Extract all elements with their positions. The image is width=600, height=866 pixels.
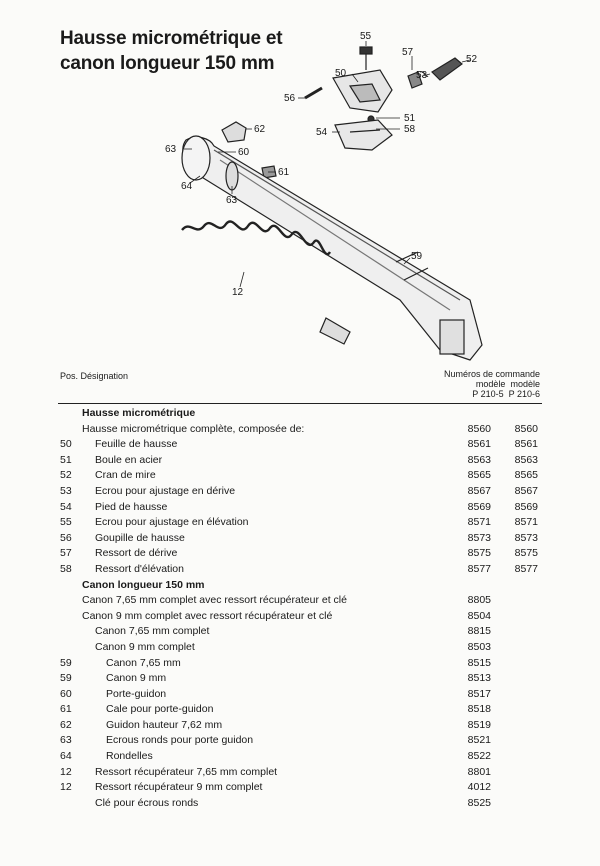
sight-notch xyxy=(432,58,462,80)
order-number-p210-5: 4012 xyxy=(467,781,491,794)
order-number-p210-5: 8815 xyxy=(467,625,491,638)
part-designation: Cale pour porte-guidon xyxy=(106,703,214,716)
parts-table xyxy=(0,406,600,811)
order-number-p210-5: 8521 xyxy=(467,734,491,747)
part-position: 59 xyxy=(60,656,72,669)
callout-61: 61 xyxy=(278,167,290,178)
part-position: 57 xyxy=(60,547,72,560)
part-row xyxy=(0,468,600,484)
order-number-p210-5: 8563 xyxy=(467,453,491,466)
section-heading-row xyxy=(0,406,600,422)
title-line-2: canon longueur 150 mm xyxy=(60,53,275,74)
callout-64: 64 xyxy=(181,181,193,192)
part-position: 52 xyxy=(60,469,72,482)
part-designation: Canon 9 mm complet avec ressort récupérateur et clé xyxy=(82,609,333,622)
part-designation: Cran de mire xyxy=(95,469,156,482)
part-position: 50 xyxy=(60,438,72,451)
part-row xyxy=(0,609,600,625)
front-sight-blade xyxy=(222,122,246,142)
part-designation: Ecrou pour ajustage en élévation xyxy=(95,516,249,529)
part-position: 60 xyxy=(60,687,72,700)
part-row xyxy=(0,562,600,578)
part-position: 59 xyxy=(60,672,72,685)
model-a-code: P 210-5 xyxy=(472,389,504,399)
part-row xyxy=(0,531,600,547)
part-position: 62 xyxy=(60,718,72,731)
part-designation: Rondelles xyxy=(106,750,153,763)
callout-56: 56 xyxy=(284,93,296,104)
part-row xyxy=(0,733,600,749)
order-number-p210-5: 8561 xyxy=(467,438,491,451)
part-row xyxy=(0,796,600,812)
order-number-p210-6: 8567 xyxy=(514,484,538,497)
part-position: 63 xyxy=(60,734,72,747)
part-designation: Guidon hauteur 7,62 mm xyxy=(106,718,223,731)
part-row xyxy=(0,515,600,531)
part-designation: Feuille de hausse xyxy=(95,438,178,451)
order-number-p210-6: 8569 xyxy=(514,500,538,513)
sight-base xyxy=(335,120,392,150)
part-row xyxy=(0,671,600,687)
part-position: 12 xyxy=(60,781,72,794)
part-designation: Clé pour écrous ronds xyxy=(95,796,199,809)
order-number-p210-5: 8519 xyxy=(467,718,491,731)
callout-57: 57 xyxy=(402,47,414,58)
order-number-p210-5: 8571 xyxy=(467,516,491,529)
order-number-p210-5: 8801 xyxy=(467,765,491,778)
part-designation: Hausse micrométrique xyxy=(82,407,196,419)
order-numbers-label: Numéros de commande xyxy=(443,369,540,379)
part-row xyxy=(0,765,600,781)
order-number-p210-5: 8518 xyxy=(467,703,491,716)
part-designation: Canon 9 mm complet xyxy=(95,640,195,653)
exploded-parts-drawing xyxy=(0,0,600,370)
callout-63-bottom: 63 xyxy=(226,195,238,206)
part-position: 55 xyxy=(60,516,72,529)
callout-53: 53 xyxy=(416,70,428,81)
part-designation: Ressort de dérive xyxy=(95,547,178,560)
order-number-p210-5: 8569 xyxy=(467,500,491,513)
part-row xyxy=(0,500,600,516)
order-number-p210-6: 8560 xyxy=(514,422,538,435)
order-number-p210-5: 8503 xyxy=(467,640,491,653)
order-number-p210-5: 8515 xyxy=(467,656,491,669)
modele-b-label: modèle xyxy=(510,379,540,389)
part-position: 54 xyxy=(60,500,72,513)
part-position: 51 xyxy=(60,453,72,466)
callout-59: 59 xyxy=(411,251,423,262)
title-line-1: Hausse micrométrique et xyxy=(60,28,283,49)
model-codes xyxy=(430,389,540,399)
part-row xyxy=(0,453,600,469)
part-row xyxy=(0,422,600,438)
part-designation: Goupille de hausse xyxy=(95,531,185,544)
rear-sight-screw xyxy=(360,47,372,70)
model-labels xyxy=(430,379,540,389)
order-number-p210-6: 8577 xyxy=(514,562,538,575)
callout-50: 50 xyxy=(335,68,347,79)
part-position: 53 xyxy=(60,484,72,497)
part-position: 61 xyxy=(60,703,72,716)
order-number-p210-5: 8560 xyxy=(467,422,491,435)
part-row xyxy=(0,656,600,672)
part-designation: Canon 7,65 mm xyxy=(106,656,181,669)
order-number-p210-5: 8575 xyxy=(467,547,491,560)
part-row xyxy=(0,593,600,609)
part-designation: Canon 7,65 mm complet xyxy=(95,625,210,638)
part-designation: Canon 7,65 mm complet avec ressort récupérateur et clé xyxy=(82,594,347,607)
order-number-p210-5: 8805 xyxy=(467,594,491,607)
callout-51: 51 xyxy=(404,113,416,124)
order-number-p210-5: 8504 xyxy=(467,609,491,622)
header-divider xyxy=(58,403,542,404)
order-number-p210-6: 8573 xyxy=(514,531,538,544)
order-number-p210-6: 8563 xyxy=(514,453,538,466)
callout-62: 62 xyxy=(254,124,266,135)
model-b-code: P 210-6 xyxy=(508,389,540,399)
order-number-p210-5: 8577 xyxy=(467,562,491,575)
order-number-p210-5: 8522 xyxy=(467,750,491,763)
order-number-p210-5: 8573 xyxy=(467,531,491,544)
callout-55: 55 xyxy=(360,31,372,42)
callout-52: 52 xyxy=(466,54,478,65)
part-row xyxy=(0,780,600,796)
part-designation: Canon 9 mm xyxy=(106,672,167,685)
part-row xyxy=(0,484,600,500)
order-number-p210-5: 8567 xyxy=(467,484,491,497)
part-designation: Boule en acier xyxy=(95,453,163,466)
modele-a-label: modèle xyxy=(475,379,506,389)
part-row xyxy=(0,687,600,703)
callout-54: 54 xyxy=(316,127,328,138)
part-designation: Ecrou pour ajustage en dérive xyxy=(95,484,236,497)
order-number-p210-5: 8525 xyxy=(467,796,491,809)
part-designation: Ecrous ronds pour porte guidon xyxy=(106,734,254,747)
order-number-p210-5: 8517 xyxy=(467,687,491,700)
callout-60: 60 xyxy=(238,147,250,158)
part-designation: Ressort récupérateur 7,65 mm complet xyxy=(95,765,278,778)
order-number-p210-6: 8561 xyxy=(514,438,538,451)
part-row xyxy=(0,640,600,656)
section-heading-row xyxy=(0,578,600,594)
part-designation: Porte-guidon xyxy=(106,687,167,700)
part-designation: Ressort d'élévation xyxy=(95,562,184,575)
part-row xyxy=(0,718,600,734)
order-number-p210-6: 8565 xyxy=(514,469,538,482)
column-header-order-numbers xyxy=(430,369,540,399)
part-position: 56 xyxy=(60,531,72,544)
part-designation: Canon longueur 150 mm xyxy=(82,578,205,591)
part-position: 12 xyxy=(60,765,72,778)
part-position: 58 xyxy=(60,562,72,575)
sight-pin xyxy=(305,88,322,98)
part-designation: Ressort récupérateur 9 mm complet xyxy=(95,781,263,794)
part-row xyxy=(0,702,600,718)
order-number-p210-6: 8575 xyxy=(514,547,538,560)
part-designation: Pied de hausse xyxy=(95,500,168,513)
part-row xyxy=(0,437,600,453)
column-header-pos-designation: Pos. Désignation xyxy=(60,371,129,381)
part-position: 64 xyxy=(60,750,72,763)
part-row xyxy=(0,749,600,765)
part-row xyxy=(0,546,600,562)
callout-12: 12 xyxy=(232,287,244,298)
part-row xyxy=(0,624,600,640)
callout-58: 58 xyxy=(404,124,416,135)
part-designation: Hausse micrométrique complète, composée de: xyxy=(82,422,305,435)
order-number-p210-5: 8513 xyxy=(467,672,491,685)
callout-63-top: 63 xyxy=(165,144,177,155)
order-number-p210-6: 8571 xyxy=(514,516,538,529)
order-number-p210-5: 8565 xyxy=(467,469,491,482)
